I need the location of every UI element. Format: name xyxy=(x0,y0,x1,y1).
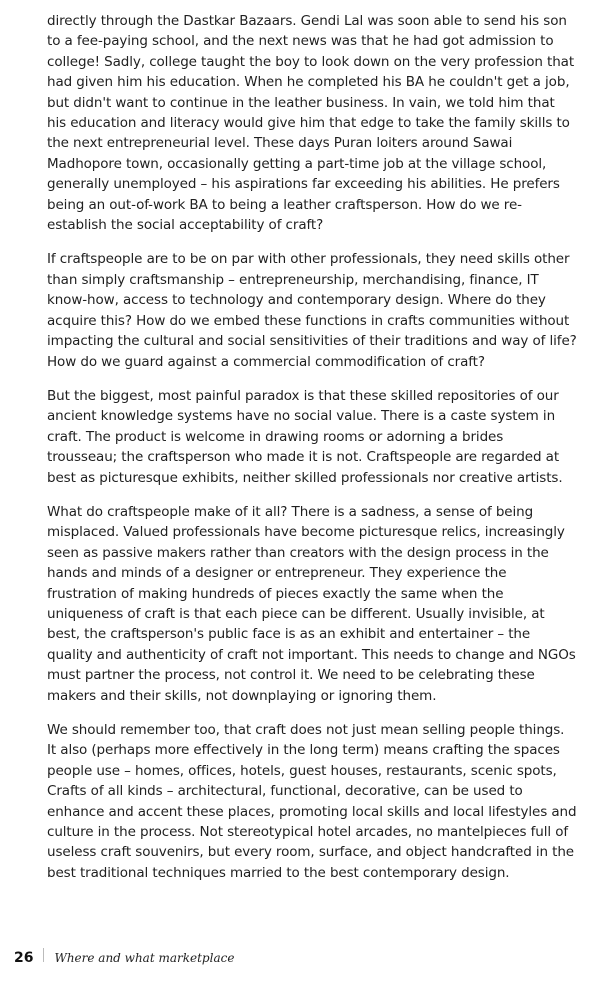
paragraph-5: We should remember too, that craft does not just mean selling people things. It also (perhaps more effectively in the long term) means crafting the spaces people use – homes, offices, hotels, guest houses, restaurants, scenic spots, Crafts of all kinds – architectural, functional, decorative, can be used to enhance and accent these places, promoting local skills and local lifestyles and culture in the process. Not stereotypical hotel arcades, no mantelpieces full of useless craft souvenirs, but every room, surface, and object handcrafted in the best traditional techniques married to the best contemporary design. xyxy=(47,722,577,881)
page-footer xyxy=(14,948,234,966)
page-number: 26 xyxy=(14,950,34,966)
paragraph-3: But the biggest, most painful paradox is that these skilled repositories of our ancient knowledge systems have no social value. There is a caste system in craft. The product is welcome in drawing rooms or adorning a brides trousseau; the craftsperson who made it is not. Craftspeople are regarded at best as picturesque exhibits, neither skilled professionals nor creative artists. xyxy=(47,387,563,486)
paragraph-1: directly through the Dastkar Bazaars. Gendi Lal was soon able to send his son to a fee-paying school, and the next news was that he had got admission to college! Sadly, college taught the boy to look down on the very profession that had given him his education. When he completed his BA he couldn't get a job, but didn't want to continue in the leather business. In vain, we told him that his education and literacy would give him that edge to take the family skills to the next entrepreneurial level. These days Puran loiters around Sawai Madhopore town, occasionally getting a part-time job at the village school, generally unemployed – his aspirations far exceeding his abilities. He prefers being an out-of-work BA to being a leather craftsperson. How do we re-establish the social acceptability of craft? xyxy=(47,13,575,234)
running-footer-title: Where and what marketplace xyxy=(54,951,235,965)
paragraph-2: If craftspeople are to be on par with other professionals, they need skills other than simply craftsmanship – entrepreneurship, merchandising, finance, IT know-how, access to technology and contemporary design. Where do they acquire this? How do we embed these functions in crafts communities without impacting the cultural and social sensitivities of their traditions and way of life? How do we guard against a commercial commodification of craft? xyxy=(47,251,577,370)
body-text xyxy=(47,11,577,897)
paragraph-4: What do craftspeople make of it all? There is a sadness, a sense of being misplaced. Valued professionals have become picturesque relics, increasingly seen as passive makers rather than creators with the design process in the hands and minds of a designer or entrepreneur. They experience the frustration of making hundreds of pieces exactly the same when the uniqueness of craft is that each piece can be different. Usually invisible, at best, the craftsperson's public face is as an exhibit and entertainer – the quality and authenticity of craft not important. This needs to change and NGOs must partner the process, not control it. We need to be celebrating these makers and their skills, not downplaying or ignoring them. xyxy=(47,503,576,704)
footer-separator xyxy=(43,948,44,962)
